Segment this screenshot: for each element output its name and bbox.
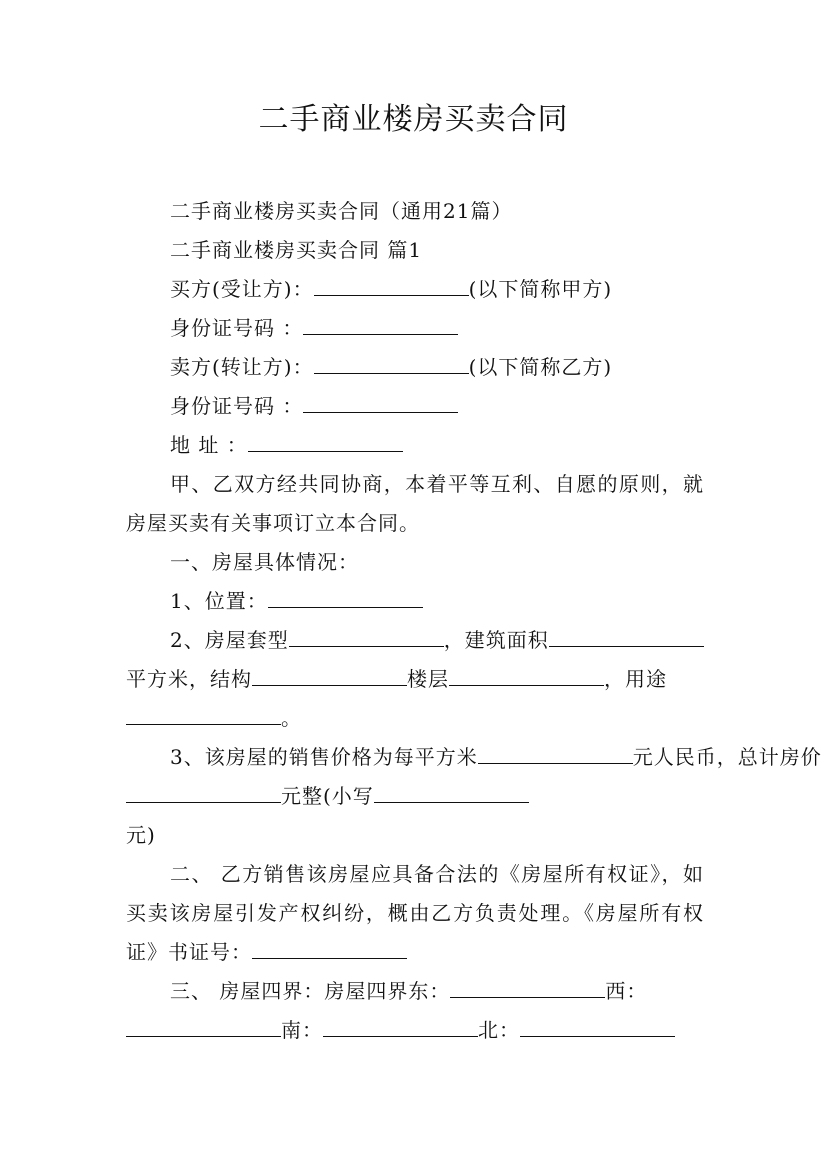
boundary-south-label: 南： (281, 1018, 323, 1042)
clause1-item3-line3 (126, 816, 704, 855)
id2-line (126, 387, 704, 426)
east-blank (450, 979, 605, 998)
address-blank (248, 433, 403, 452)
seller-suffix: (以下简称乙方) (468, 355, 613, 379)
clause1-item2-line2 (126, 660, 704, 699)
structure-label: 平方米，结构 (126, 667, 252, 691)
item2-label: 2、房屋套型 (170, 628, 289, 652)
house-type-blank (289, 628, 444, 647)
clause1-heading: 一、房屋具体情况： (170, 550, 359, 574)
boundary-north-label: 北： (478, 1018, 520, 1042)
buyer-suffix: (以下简称甲方) (468, 277, 613, 301)
subtitle: 二手商业楼房买卖合同（通用21篇） (170, 199, 513, 223)
clause1-item2-line1 (126, 621, 704, 660)
item1-label: 1、位置： (170, 589, 268, 613)
buyer-blank (314, 277, 469, 296)
item3-end: 元) (126, 823, 156, 847)
lowercase-label: 元整(小写 (281, 784, 374, 808)
location-blank (268, 589, 423, 608)
clause1-item3-line1 (126, 738, 822, 777)
address-label: 地 址 ： (170, 433, 248, 457)
id1-label: 身份证号码 ： (170, 316, 304, 340)
item2-end: 。 (281, 706, 302, 730)
id2-blank (303, 394, 458, 413)
address-line (126, 426, 704, 465)
clause3-line1 (126, 972, 704, 1011)
clause3-line2 (126, 1011, 704, 1050)
clause2-text: 二、 乙方销售该房屋应具备合法的《房屋所有权证》，如买卖该房屋引发产权纠纷，概由乙方负责处理。《房屋所有权证》书证号： (126, 862, 704, 964)
floor-blank (449, 667, 604, 686)
intro-paragraph: 甲、乙双方经共同协商，本着平等互利、自愿的原则，就房屋买卖有关事项订立本合同。 (126, 472, 704, 535)
buyer-label: 买方(受让方)： (170, 277, 314, 301)
clause1-item2-line3 (126, 699, 704, 738)
seller-label: 卖方(转让方)： (170, 355, 314, 379)
unit-price-blank (478, 745, 633, 764)
usage-blank (126, 706, 281, 725)
clause1-item3-line2 (126, 777, 704, 816)
area-blank (549, 628, 704, 647)
total-label: 元人民币，总计房价 (632, 745, 822, 769)
certificate-blank (252, 940, 407, 959)
south-blank (323, 1018, 478, 1037)
total-price-blank (126, 784, 281, 803)
north-blank (520, 1018, 675, 1037)
document-body (126, 192, 822, 1050)
area-label: ，建筑面积 (443, 628, 549, 652)
document-title: 二手商业楼房买卖合同 (258, 102, 569, 137)
usage-label: ，用途 (604, 667, 667, 691)
id1-blank (303, 316, 458, 335)
price-label: 3、该房屋的销售价格为每平方米 (170, 745, 478, 769)
west-blank (126, 1018, 281, 1037)
seller-blank (314, 355, 469, 374)
lowercase-blank (374, 784, 529, 803)
boundary-west-label: 西： (605, 979, 648, 1003)
clause1-item1 (126, 582, 704, 621)
clause2-paragraph (126, 855, 704, 972)
buyer-line (126, 270, 704, 309)
id1-line (126, 309, 704, 348)
id2-label: 身份证号码 ： (170, 394, 304, 418)
seller-line (126, 348, 704, 387)
floor-label: 楼层 (407, 667, 449, 691)
boundary-east-label: 三、 房屋四界：房屋四界东： (170, 979, 451, 1003)
structure-blank (252, 667, 407, 686)
section-heading: 二手商业楼房买卖合同 篇1 (170, 238, 423, 262)
